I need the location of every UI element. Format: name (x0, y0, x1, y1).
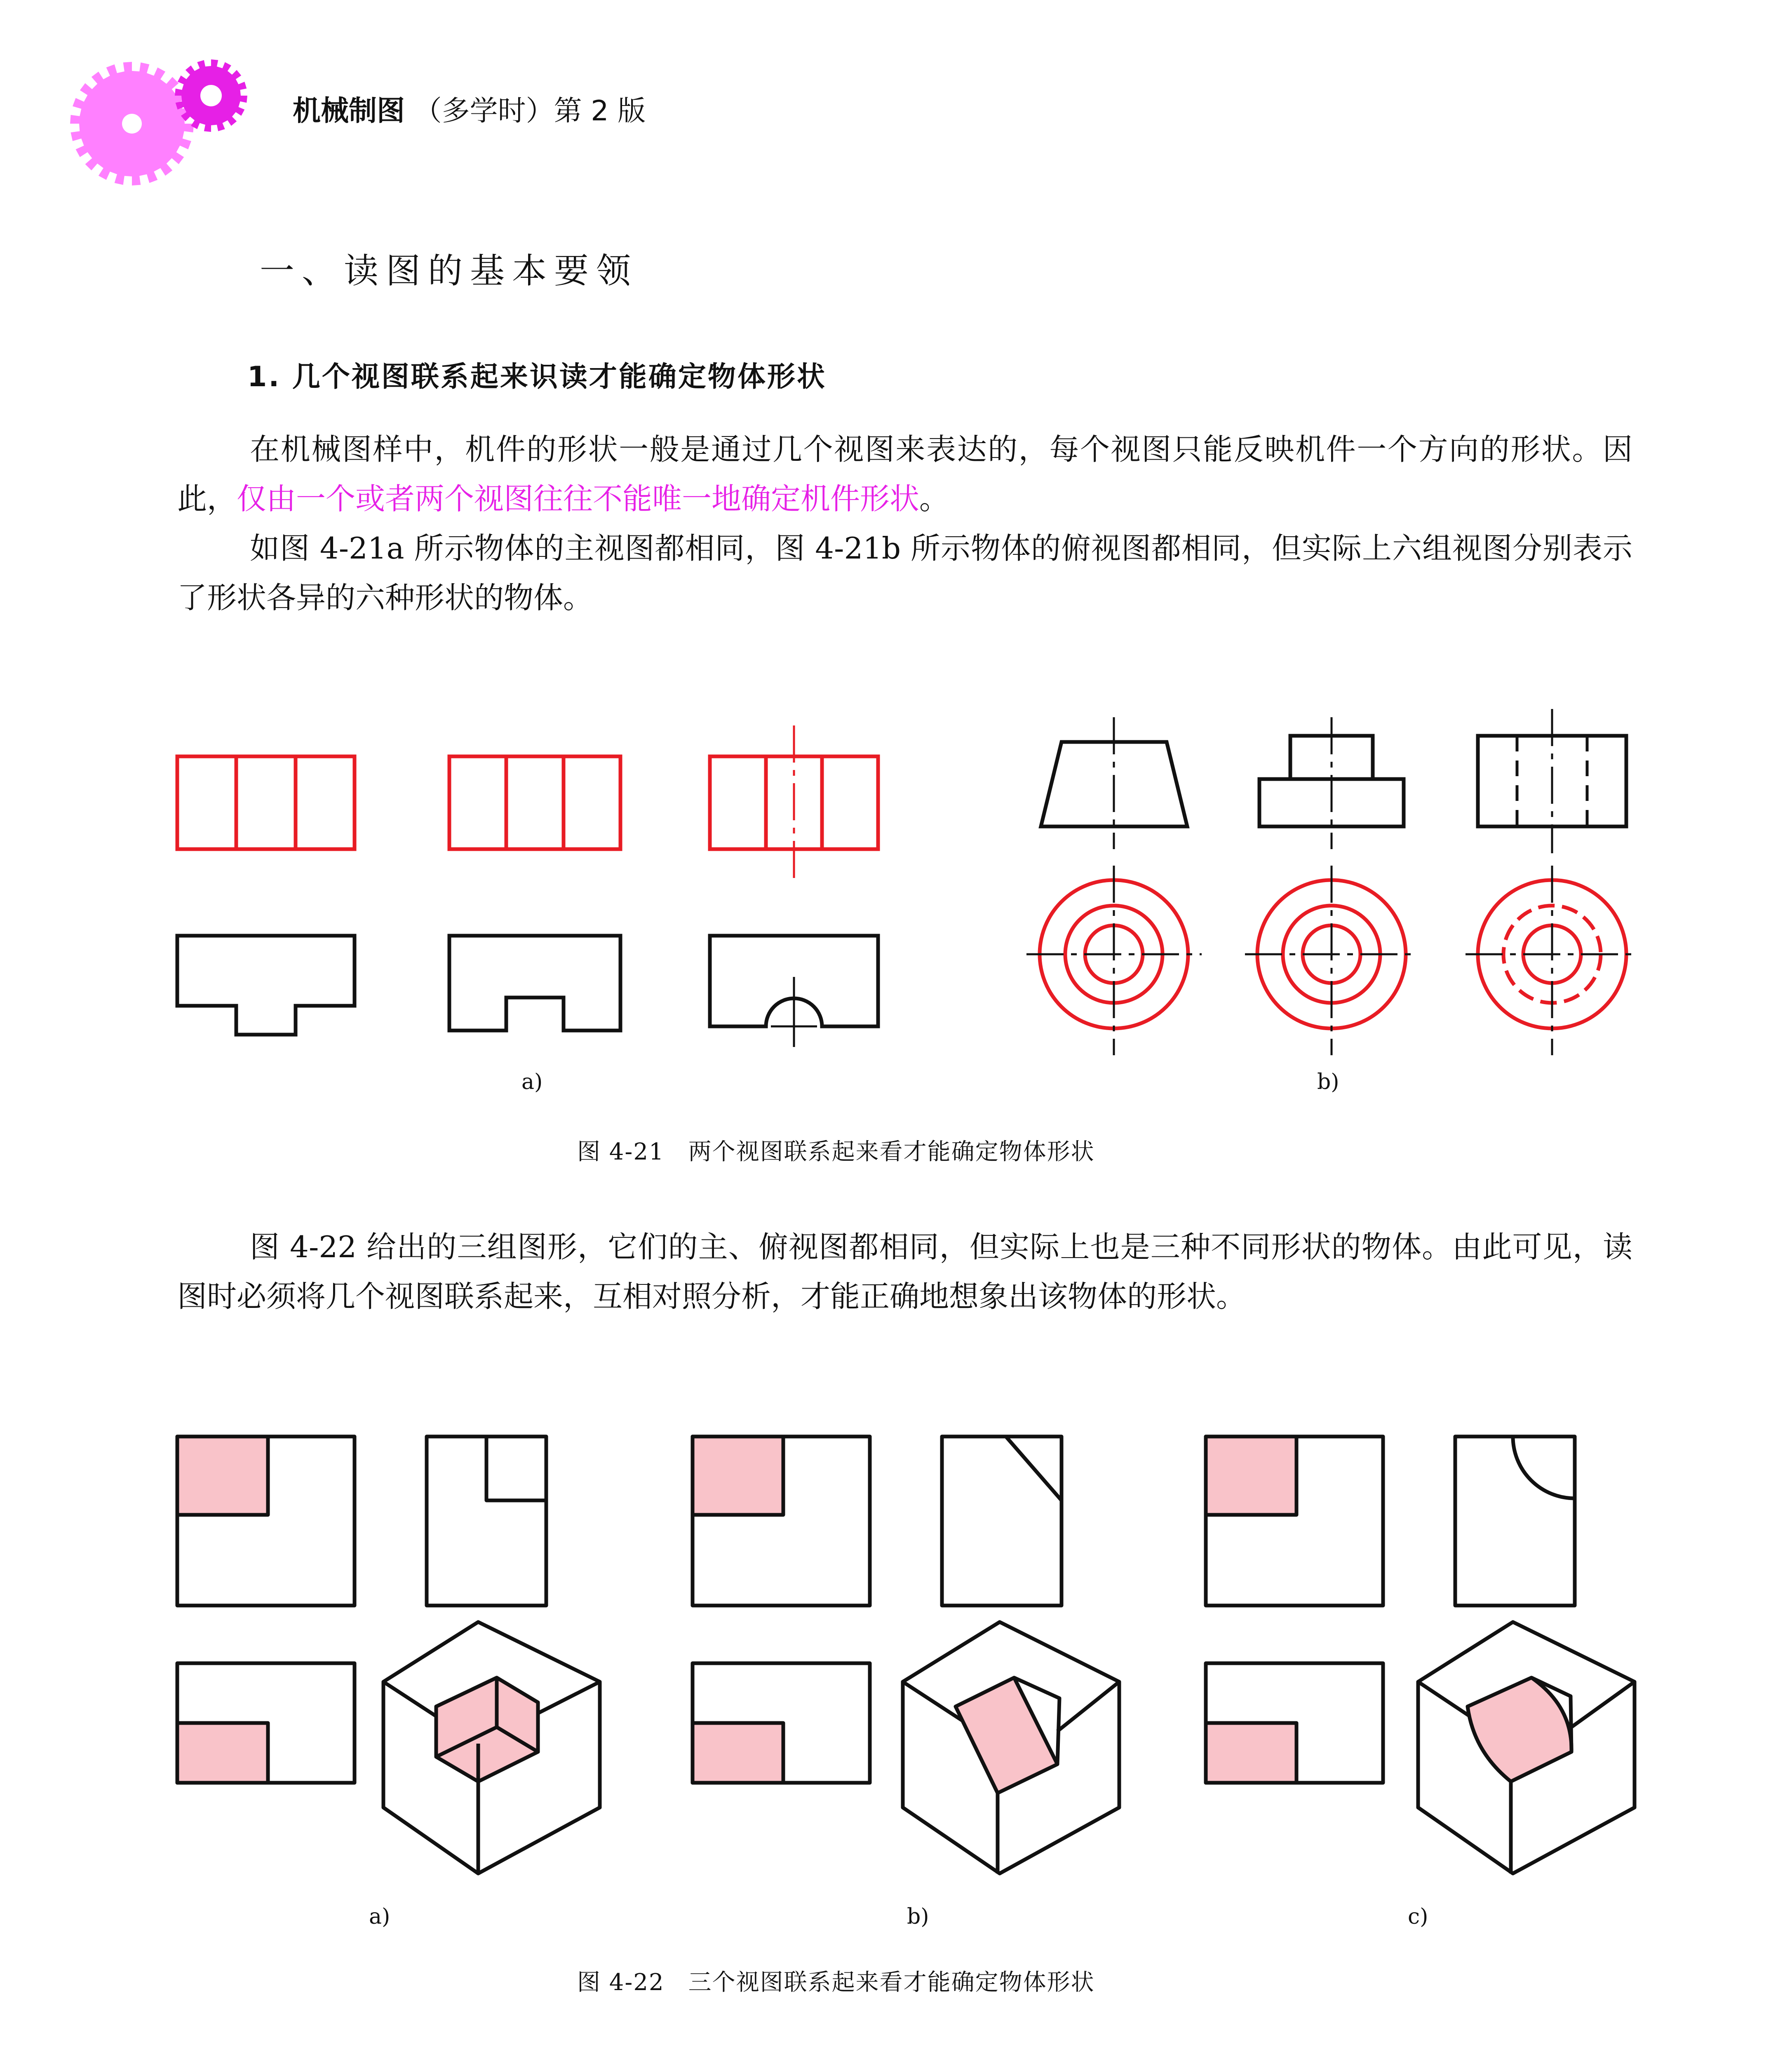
fig22-label-b: b) (907, 1904, 929, 1929)
fig22a-side-view (427, 1437, 546, 1606)
fig21-label-b: b) (1317, 1070, 1339, 1094)
running-header (293, 89, 646, 129)
figure-4-21 (0, 680, 1792, 1092)
fig21a-front-view-2 (449, 756, 620, 849)
paragraph-2 (177, 523, 1632, 622)
fig22b-isometric (903, 1622, 1119, 1873)
para1-highlight: 仅由一个或者两个视图往往不能唯一地确定机件形状 (237, 481, 920, 516)
fig22a-top-view (177, 1663, 355, 1783)
fig21a-front-view-1 (177, 756, 355, 849)
fig22c-top-view (1206, 1663, 1383, 1783)
fig21a-top-view-1 (177, 936, 355, 1035)
para1-text-b: 。 (919, 481, 949, 516)
para2-text: 如图 4-21a 所示物体的主视图都相同，图 4-21b 所示物体的俯视图都相同，但实际上六组视图分别表示了形状各异的六种形状的物体。 (177, 531, 1632, 615)
fig22c-front-view (1206, 1437, 1383, 1606)
fig22b-top-view (693, 1663, 870, 1783)
edition-note: （多学时）第 2 版 (413, 95, 646, 127)
fig22b-side-view (942, 1437, 1062, 1606)
fig22c-isometric (1418, 1622, 1635, 1873)
para1-text-a: 在机械图样中，机件的形状一般是通过几个视图来表达的，每个视图只能反映机件一个方向的形状。因此， (177, 432, 1632, 516)
fig22a-isometric (383, 1622, 600, 1873)
section-title: 一、读图的基本要领 (260, 251, 639, 291)
gear-logo-icon (62, 41, 326, 231)
fig22-caption: 图 4-22 三个视图联系起来看才能确定物体形状 (577, 1969, 1095, 1996)
fig22-label-c: c) (1408, 1904, 1428, 1929)
fig21-caption: 图 4-21 两个视图联系起来看才能确定物体形状 (577, 1138, 1095, 1165)
fig22-label-a: a) (369, 1904, 390, 1929)
fig21a-top-view-2 (449, 936, 620, 1030)
fig22b-front-view (693, 1437, 870, 1606)
figure-4-22 (0, 1410, 1792, 1904)
para3-text: 图 4-22 给出的三组图形，它们的主、俯视图都相同，但实际上也是三种不同形状的物体。由此可见，读图时必须将几个视图联系起来，互相对照分析，才能正确地想象出该物体的形状。 (177, 1230, 1632, 1314)
book-title: 机械制图 (293, 95, 405, 127)
fig21-label-a: a) (521, 1070, 543, 1094)
subsection-title-1: 1. 几个视图联系起来识读才能确定物体形状 (247, 361, 827, 393)
paragraph-1 (177, 425, 1632, 523)
fig22c-side-view (1455, 1437, 1575, 1606)
fig22a-front-view (177, 1437, 355, 1606)
paragraph-3 (177, 1222, 1632, 1321)
